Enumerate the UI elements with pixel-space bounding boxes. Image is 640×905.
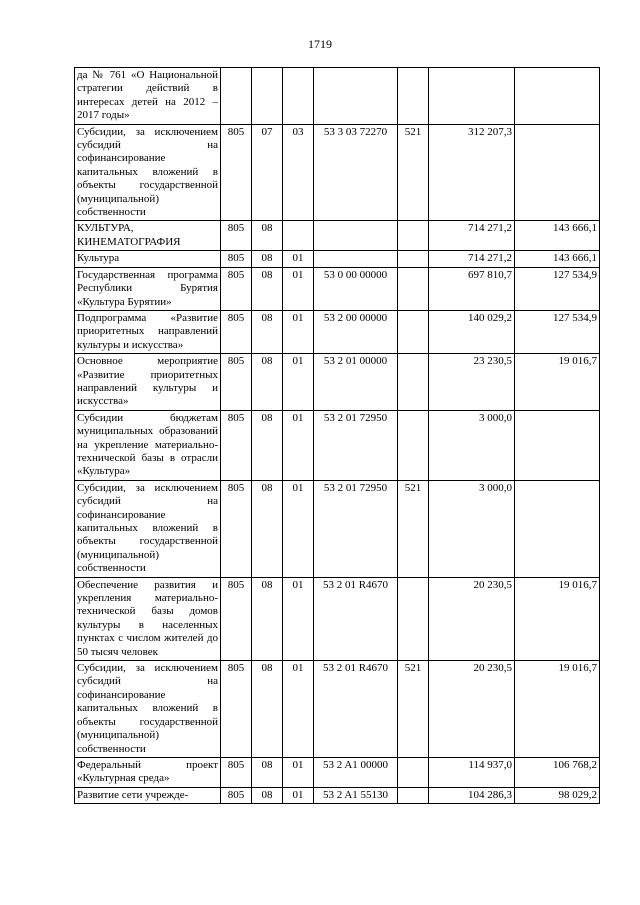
cell-target-article: 53 2 00 00000 bbox=[314, 310, 398, 353]
cell-name: Федеральный проект «Культурная среда» bbox=[75, 757, 221, 787]
cell-ministry-code: 805 bbox=[221, 267, 252, 310]
cell-ministry-code: 805 bbox=[221, 480, 252, 577]
cell-amount-1: 20 230,5 bbox=[429, 661, 515, 758]
cell-ministry-code: 805 bbox=[221, 354, 252, 411]
cell-section-code: 08 bbox=[252, 787, 283, 803]
cell-target-article bbox=[314, 251, 398, 267]
cell-amount-2 bbox=[515, 480, 600, 577]
cell-subsection-code bbox=[283, 68, 314, 125]
cell-expense-type bbox=[398, 251, 429, 267]
cell-name: Развитие сети учрежде- bbox=[75, 787, 221, 803]
cell-subsection-code: 01 bbox=[283, 267, 314, 310]
cell-amount-2: 106 768,2 bbox=[515, 757, 600, 787]
cell-name: Культура bbox=[75, 251, 221, 267]
cell-amount-2: 19 016,7 bbox=[515, 661, 600, 758]
cell-target-article: 53 2 01 R4670 bbox=[314, 577, 398, 660]
cell-section-code: 08 bbox=[252, 251, 283, 267]
cell-amount-1: 23 230,5 bbox=[429, 354, 515, 411]
cell-subsection-code: 01 bbox=[283, 757, 314, 787]
cell-expense-type: 521 bbox=[398, 480, 429, 577]
cell-target-article bbox=[314, 68, 398, 125]
cell-subsection-code: 01 bbox=[283, 310, 314, 353]
table-row bbox=[75, 68, 600, 125]
cell-target-article: 53 2 A1 00000 bbox=[314, 757, 398, 787]
cell-amount-2: 19 016,7 bbox=[515, 577, 600, 660]
cell-expense-type bbox=[398, 354, 429, 411]
cell-name: КУЛЬТУРА, КИНЕМАТОГРАФИЯ bbox=[75, 221, 221, 251]
cell-expense-type: 521 bbox=[398, 661, 429, 758]
cell-ministry-code bbox=[221, 68, 252, 125]
cell-amount-2: 143 666,1 bbox=[515, 251, 600, 267]
cell-subsection-code bbox=[283, 221, 314, 251]
cell-subsection-code: 01 bbox=[283, 354, 314, 411]
cell-amount-1: 3 000,0 bbox=[429, 410, 515, 480]
cell-amount-1: 3 000,0 bbox=[429, 480, 515, 577]
cell-amount-2: 143 666,1 bbox=[515, 221, 600, 251]
cell-section-code bbox=[252, 68, 283, 125]
table-row bbox=[75, 310, 600, 353]
cell-subsection-code: 01 bbox=[283, 787, 314, 803]
cell-ministry-code: 805 bbox=[221, 410, 252, 480]
cell-subsection-code: 01 bbox=[283, 410, 314, 480]
cell-ministry-code: 805 bbox=[221, 787, 252, 803]
cell-amount-1: 312 207,3 bbox=[429, 124, 515, 221]
table-row bbox=[75, 661, 600, 758]
cell-ministry-code: 805 bbox=[221, 577, 252, 660]
cell-target-article: 53 0 00 00000 bbox=[314, 267, 398, 310]
cell-amount-2 bbox=[515, 68, 600, 125]
cell-name: Субсидии, за исключением субсидий на софинансирование капитальных вложений в объекты государственной (муниципальной) собственности bbox=[75, 480, 221, 577]
cell-name: Подпрограмма «Развитие приоритетных направлений культуры и искусства» bbox=[75, 310, 221, 353]
cell-target-article: 53 3 03 72270 bbox=[314, 124, 398, 221]
cell-section-code: 08 bbox=[252, 221, 283, 251]
cell-section-code: 08 bbox=[252, 267, 283, 310]
table-row bbox=[75, 787, 600, 803]
table-row bbox=[75, 757, 600, 787]
cell-name: да № 761 «О Национальной стратегии действий в интересах детей на 2012 – 2017 годы» bbox=[75, 68, 221, 125]
cell-section-code: 08 bbox=[252, 661, 283, 758]
cell-section-code: 08 bbox=[252, 480, 283, 577]
cell-amount-1: 20 230,5 bbox=[429, 577, 515, 660]
cell-subsection-code: 01 bbox=[283, 480, 314, 577]
table-row bbox=[75, 267, 600, 310]
cell-amount-2: 127 534,9 bbox=[515, 267, 600, 310]
cell-expense-type bbox=[398, 410, 429, 480]
cell-ministry-code: 805 bbox=[221, 124, 252, 221]
cell-amount-1 bbox=[429, 68, 515, 125]
cell-amount-2: 127 534,9 bbox=[515, 310, 600, 353]
cell-section-code: 08 bbox=[252, 410, 283, 480]
page-number: 1719 bbox=[308, 37, 332, 51]
cell-amount-1: 114 937,0 bbox=[429, 757, 515, 787]
table-row bbox=[75, 354, 600, 411]
cell-amount-1: 140 029,2 bbox=[429, 310, 515, 353]
cell-subsection-code: 01 bbox=[283, 251, 314, 267]
cell-amount-1: 104 286,3 bbox=[429, 787, 515, 803]
cell-subsection-code: 01 bbox=[283, 577, 314, 660]
cell-section-code: 08 bbox=[252, 577, 283, 660]
cell-amount-2 bbox=[515, 124, 600, 221]
cell-name: Субсидии, за исключением субсидий на софинансирование капитальных вложений в объекты государственной (муниципальной) собственности bbox=[75, 124, 221, 221]
cell-expense-type: 521 bbox=[398, 124, 429, 221]
cell-section-code: 08 bbox=[252, 757, 283, 787]
cell-name: Субсидии, за исключением субсидий на софинансирование капитальных вложений в объекты государственной (муниципальной) собственности bbox=[75, 661, 221, 758]
cell-expense-type bbox=[398, 68, 429, 125]
cell-expense-type bbox=[398, 221, 429, 251]
table-row bbox=[75, 480, 600, 577]
cell-expense-type bbox=[398, 757, 429, 787]
cell-amount-1: 714 271,2 bbox=[429, 251, 515, 267]
cell-section-code: 08 bbox=[252, 354, 283, 411]
cell-target-article: 53 2 A1 55130 bbox=[314, 787, 398, 803]
cell-section-code: 07 bbox=[252, 124, 283, 221]
table-row bbox=[75, 577, 600, 660]
cell-subsection-code: 03 bbox=[283, 124, 314, 221]
cell-ministry-code: 805 bbox=[221, 221, 252, 251]
cell-target-article bbox=[314, 221, 398, 251]
cell-section-code: 08 bbox=[252, 310, 283, 353]
cell-target-article: 53 2 01 72950 bbox=[314, 480, 398, 577]
cell-ministry-code: 805 bbox=[221, 661, 252, 758]
cell-name: Обеспечение развития и укрепления материально-технической базы домов культуры в населенных пунктах с числом жителей до 50 тысяч человек bbox=[75, 577, 221, 660]
cell-ministry-code: 805 bbox=[221, 310, 252, 353]
table-row bbox=[75, 221, 600, 251]
cell-target-article: 53 2 01 72950 bbox=[314, 410, 398, 480]
cell-amount-1: 714 271,2 bbox=[429, 221, 515, 251]
cell-amount-2 bbox=[515, 410, 600, 480]
budget-table bbox=[74, 67, 600, 804]
table-row bbox=[75, 251, 600, 267]
cell-expense-type bbox=[398, 310, 429, 353]
table-row bbox=[75, 124, 600, 221]
cell-amount-1: 697 810,7 bbox=[429, 267, 515, 310]
cell-name: Субсидии бюджетам муниципальных образований на укрепление материально-технической базы в отрасли «Культура» bbox=[75, 410, 221, 480]
cell-name: Государственная программа Республики Бурятия «Культура Бурятии» bbox=[75, 267, 221, 310]
table-row bbox=[75, 410, 600, 480]
cell-target-article: 53 2 01 R4670 bbox=[314, 661, 398, 758]
cell-expense-type bbox=[398, 787, 429, 803]
cell-name: Основное мероприятие «Развитие приоритетных направлений культуры и искусства» bbox=[75, 354, 221, 411]
cell-expense-type bbox=[398, 577, 429, 660]
cell-ministry-code: 805 bbox=[221, 757, 252, 787]
cell-subsection-code: 01 bbox=[283, 661, 314, 758]
cell-target-article: 53 2 01 00000 bbox=[314, 354, 398, 411]
cell-expense-type bbox=[398, 267, 429, 310]
cell-amount-2: 98 029,2 bbox=[515, 787, 600, 803]
cell-amount-2: 19 016,7 bbox=[515, 354, 600, 411]
cell-ministry-code: 805 bbox=[221, 251, 252, 267]
